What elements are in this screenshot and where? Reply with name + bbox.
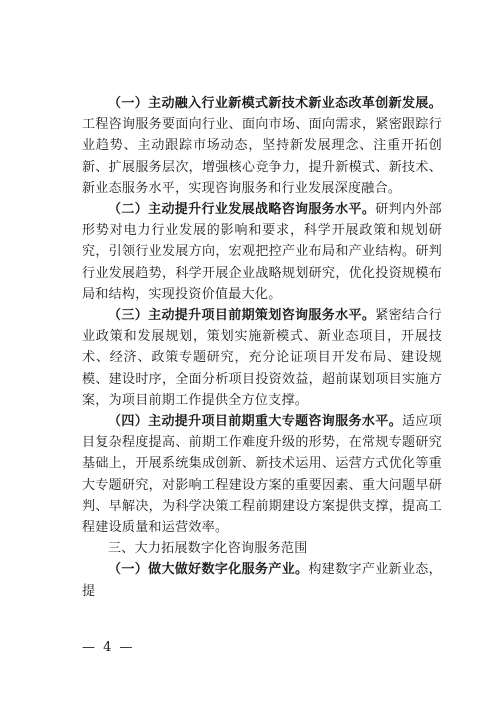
page-number: — 4 — xyxy=(82,640,135,655)
paragraph-3 xyxy=(82,305,442,411)
paragraph-1 xyxy=(82,93,442,199)
paragraph-3-body: 紧密结合行业政策和发展规划，策划实施新模式、新业态项目，开展技术、经济、政策专题研究，充分论证项目开发布局、建设规模、建设时序，全面分析项目投资效益，超前谋划项目实施方案，为项目前期工作提供全方位支撑。 xyxy=(82,308,442,408)
paragraph-4 xyxy=(82,411,442,538)
paragraph-5-body: 构建数字产业新业态，提 xyxy=(82,562,442,599)
paragraph-5-heading: （一）做大做好数字化服务产业。 xyxy=(108,562,309,578)
document-body xyxy=(82,93,442,602)
paragraph-4-body: 适应项目复杂程度提高、前期工作难度升级的形势，在常规专题研究基础上，开展系统集成创新、新技术运用、运营方式优化等重大专题研究，对影响工程建设方案的重要因素、重大问题早研判、早解决，为科学决策工程前期建设方案提供支撑，提高工程建设质量和运营效率。 xyxy=(82,414,442,536)
paragraph-2-heading: （二）主动提升行业发展战略咨询服务水平。 xyxy=(108,202,376,218)
paragraph-2-body: 研判内外部形势对电力行业发展的影响和要求，科学开展政策和规划研究，引领行业发展方向，宏观把控产业布局和产业结构。研判行业发展趋势，科学开展企业战略规划研究，优化投资规模布局和结构，实现投资价值最大化。 xyxy=(82,202,442,302)
paragraph-1-heading: （一）主动融入行业新模式新技术新业态改革创新发展。 xyxy=(108,96,442,111)
section-heading: 三、大力拓展数字化咨询服务范围 xyxy=(108,541,308,557)
paragraph-5 xyxy=(82,559,442,601)
paragraph-3-heading: （三）主动提升项目前期策划咨询服务水平。 xyxy=(108,308,376,324)
paragraph-4-heading: （四）主动提升项目前期重大专题咨询服务水平。 xyxy=(108,414,402,430)
paragraph-2 xyxy=(82,199,442,305)
paragraph-1-body: 工程咨询服务要面向行业、面向市场、面向需求，紧密跟踪行业趋势、主动跟踪市场动态，坚持新发展理念、注重开拓创新、扩展服务层次，增强核心竞争力，提升新模式、新技术、新业态服务水平，实现咨询服务和行业发展深度融合。 xyxy=(82,117,442,196)
